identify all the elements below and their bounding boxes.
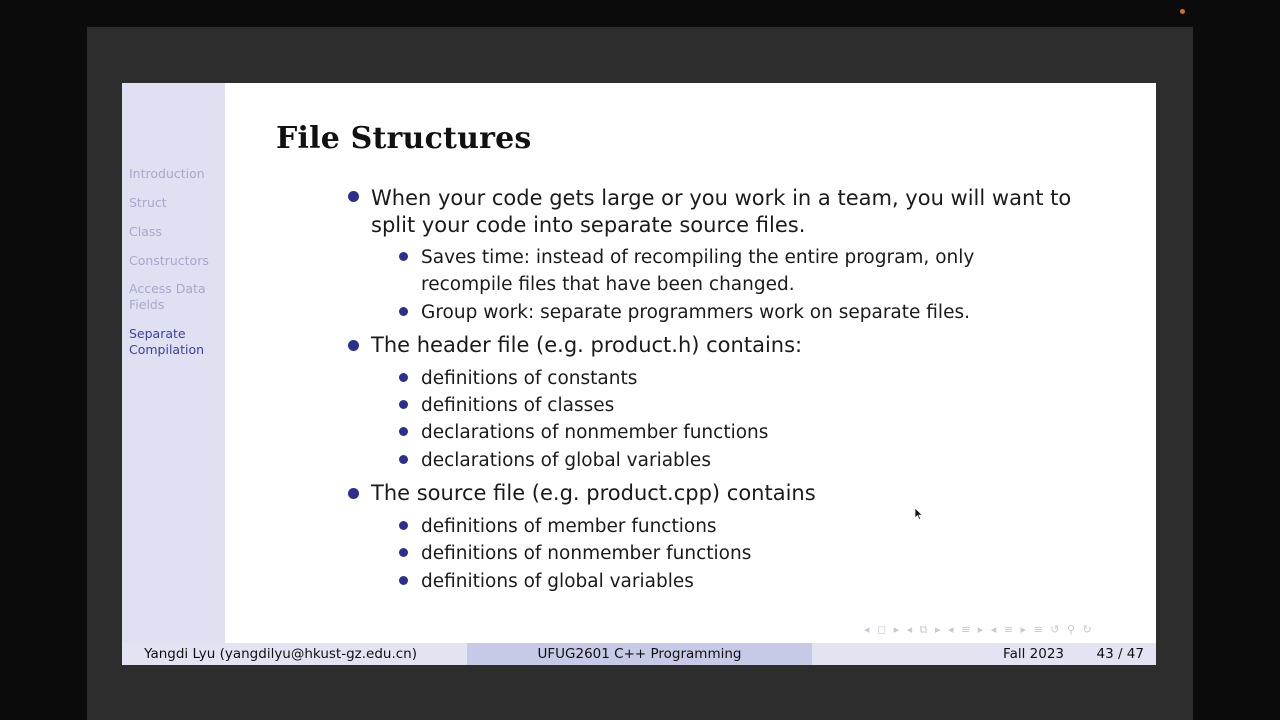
slide-title: File Structures xyxy=(276,121,532,156)
sub-bullet-icon xyxy=(399,400,408,409)
sub-bullet-icon xyxy=(399,373,408,382)
footer-right xyxy=(812,643,1156,665)
bullet-icon xyxy=(348,488,359,499)
sub-bullet-text: definitions of member functions xyxy=(421,516,717,537)
footer-author: Yangdi Lyu (yangdilyu@hkust-gz.edu.cn) xyxy=(122,643,467,665)
slide xyxy=(122,83,1156,665)
sub-bullet-text: declarations of nonmember functions xyxy=(421,422,769,443)
sub-bullet-icon xyxy=(399,252,408,261)
sub-bullet-text: Saves time: instead of recompiling the entire program, only recompile files that have been changed. xyxy=(421,247,975,295)
bullet-icon xyxy=(348,191,359,202)
sub-bullet-icon xyxy=(399,427,408,436)
sidebar xyxy=(122,83,225,665)
sub-bullet-text: declarations of global variables xyxy=(421,450,711,471)
footer-course: UFUG2601 C++ Programming xyxy=(467,643,812,665)
beamer-navigation-icons[interactable]: ◂ ◻ ▸ ◂ ⧉ ▸ ◂ ≡ ▸ ◂ ≡ ▸ ≡ ↺ ⚲ ↻ xyxy=(864,623,1094,636)
bullet-text: The header file (e.g. product.h) contains: xyxy=(371,333,803,357)
sub-bullet-text: definitions of classes xyxy=(421,395,615,416)
sidebar-item-separate-compilation[interactable]: Separate Compilation xyxy=(129,326,205,357)
sub-bullet-text: definitions of nonmember functions xyxy=(421,543,752,564)
sidebar-item-introduction[interactable]: Introduction xyxy=(129,166,205,181)
sidebar-item-access-data-fields[interactable]: Access Data Fields xyxy=(129,281,206,312)
bullet-text: When your code gets large or you work in a team, you will want to split your code into separate source files. xyxy=(371,186,1072,237)
sidebar-item-struct[interactable]: Struct xyxy=(129,195,167,210)
footer xyxy=(122,643,1156,665)
sub-bullet-icon xyxy=(399,521,408,530)
sidebar-item-constructors[interactable]: Constructors xyxy=(129,253,209,268)
sub-bullet-text: definitions of constants xyxy=(421,368,638,389)
sub-bullet-icon xyxy=(399,548,408,557)
sub-bullet-text: Group work: separate programmers work on separate files. xyxy=(421,302,970,323)
bullet-text: The source file (e.g. product.cpp) contains xyxy=(371,481,816,505)
recording-indicator-icon xyxy=(1180,9,1185,14)
sidebar-item-class[interactable]: Class xyxy=(129,224,162,239)
bullet-icon xyxy=(348,340,359,351)
sub-bullet-icon xyxy=(399,455,408,464)
sub-bullet-icon xyxy=(399,576,408,585)
page-number: 43 / 47 xyxy=(1096,646,1144,662)
footer-date: Fall 2023 xyxy=(1003,646,1064,662)
sub-bullet-text: definitions of global variables xyxy=(421,571,694,592)
sub-bullet-icon xyxy=(399,307,408,316)
